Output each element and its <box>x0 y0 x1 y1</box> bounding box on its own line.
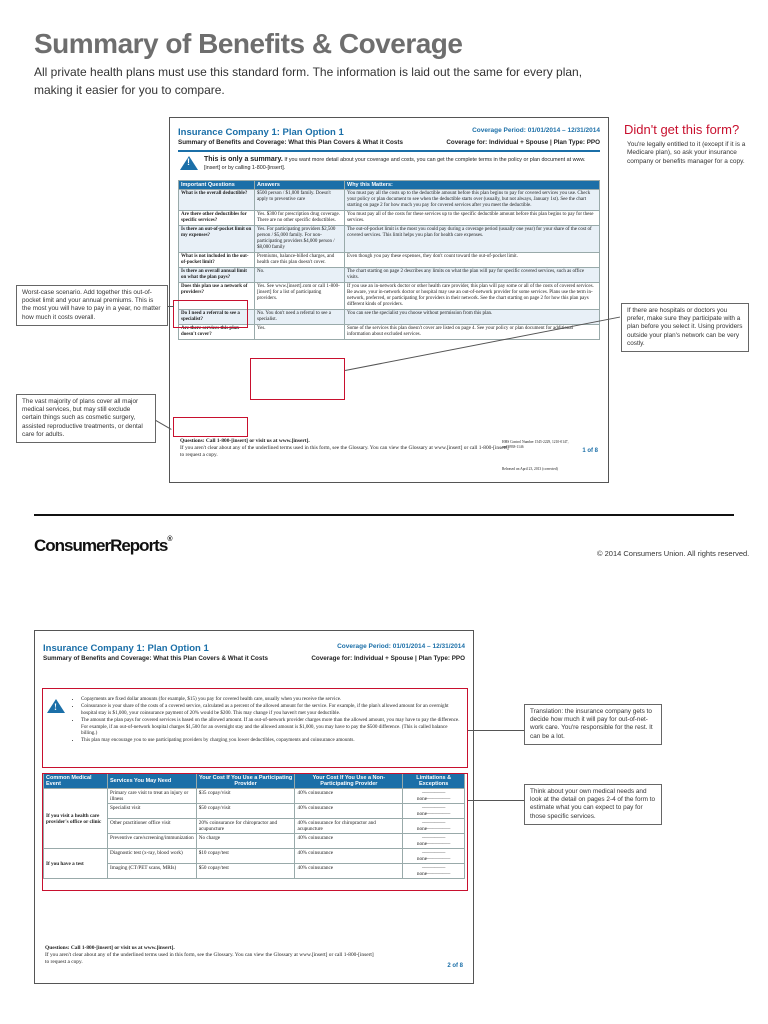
table-cell: 40% coinsurance <box>295 804 403 819</box>
table-cell: 40% coinsurance <box>295 849 403 864</box>
section-divider <box>34 514 734 516</box>
table-cell: $35 copay/visit <box>196 789 295 804</box>
table-cell: Yes. See www.[insert].com or call 1-800-[insert] for a list of participating providers. <box>255 283 345 310</box>
warning-icon: ! <box>47 699 65 713</box>
table-cell: Yes. $300 for prescription drug coverage. There are no other specific deductibles. <box>255 211 345 226</box>
doc2-period: Coverage Period: 01/01/2014 – 12/31/2014 <box>337 643 465 650</box>
table-cell: –––––––––none––––––––– <box>403 864 465 879</box>
table-cell: You must pay all the costs up to the deductible amount before this plan begins to pay for covered services you use. Check your policy or plan document to see when the deductible starts over (usually, but not always, January 1st). See the chart starting on page 2 for how much you pay for covered services after you meet the deductible. <box>345 190 600 211</box>
doc2-coverage: Coverage for: Individual + Spouse | Plan Type: PPO <box>311 655 465 662</box>
doc1-form-number: HHS Control Number 1545-2229, 1210-0147, and 0938-1146 <box>502 440 569 449</box>
list-item: • Coinsurance is your share of the costs of a covered service, calculated as a percent of the allowed amount for the service. For example, if the plan's allowed amount for an overnight hospital stay is $1,000, your coinsurance payment of 20% would be $200. This may change if you haven't met your deductible. <box>81 703 461 716</box>
page-subtitle: All private health plans must use this standard form. The information is laid out the same for every plan, making it easier for you to compare. <box>34 65 583 97</box>
table-cell: Other practitioner office visit <box>108 819 197 834</box>
table-cell: $500 person / $1,000 family. Doesn't apply to preventive care <box>255 190 345 211</box>
highlight-network <box>250 358 345 400</box>
doc1-subtitle: Summary of Benefits and Coverage: What this Plan Covers & What it Costs <box>178 139 403 146</box>
table-cell: No. You don't need a referral to see a specialist. <box>255 310 345 325</box>
callout-worst-case: Worst-case scenario. Add together this out-of-pocket limit and your annual premiums. This is the most you will have to pay in a year, no matter how much it costs overall. <box>16 285 168 326</box>
table-cell: Preventive care/screening/immunization <box>108 834 197 849</box>
doc2-footer: Questions: Call 1-800-[insert] or visit us at www.[insert]. If you aren't clear about any of the underlined terms used in this form, see the Glossary. You can view the Glossary at www.[insert] or call 1-800-[insert] to request a copy. <box>45 945 374 965</box>
doc1-coverage: Coverage for: Individual + Spouse | Plan Type: PPO <box>446 139 600 146</box>
callout-line <box>168 306 174 307</box>
doc1-header <box>178 127 600 146</box>
table-cell: Specialist visit <box>108 804 197 819</box>
table-cell: Are there services this plan doesn't cover? <box>179 325 255 340</box>
didnt-get-form-text: You're legally entitled to it (except if it is a Medicare plan), so ask your insurance company or benefits manager for a copy. <box>627 141 746 165</box>
highlight-definitions <box>42 688 468 768</box>
table-cell: You must pay all of the costs for these services up to the specific deductible amount before this plan begins to pay for these services. <box>345 211 600 226</box>
callout-majority: The vast majority of plans cover all major medical services, but may still exclude certain things such as cosmetic surgery, assisted reproductive treatments, or dental care for adults. <box>16 394 156 443</box>
callout-translation: Translation: the insurance company gets to decide how much it will pay for out-of-net-work care. You're responsible for the rest. It can be a lot. <box>524 704 662 745</box>
callout-hospitals: If there are hospitals or doctors you prefer, make sure they participate with a plan before you select it. Using providers outside your plan's network can be very costly. <box>621 303 749 352</box>
table-cell: No. <box>255 268 345 283</box>
doc1-title: Insurance Company 1: Plan Option 1 <box>178 127 344 138</box>
table-cell: No charge <box>196 834 295 849</box>
table-row <box>179 268 600 283</box>
medical-event-cell: If you visit a health care provider's office or clinic <box>44 789 108 849</box>
table-cell: Do I need a referral to see a specialist? <box>179 310 255 325</box>
table-cell: Even though you pay these expenses, they don't count toward the out-of-pocket limit. <box>345 253 600 268</box>
medical-event-cell: If you have a test <box>44 849 108 879</box>
list-item: • This plan may encourage you to use participating providers by charging you lower deductibles, copayments and coinsurance amounts. <box>81 737 461 743</box>
table-cell: What is the overall deductible? <box>179 190 255 211</box>
table-row <box>179 190 600 211</box>
doc1-rule <box>178 150 600 152</box>
table-cell: Premiums, balance-billed charges, and health care this plan doesn't cover. <box>255 253 345 268</box>
highlight-not-covered <box>173 417 248 437</box>
table-cell: 20% coinsurance for chiropractor and acupuncture <box>196 819 295 834</box>
doc2-subtitle: Summary of Benefits and Coverage: What this Plan Covers & What it Costs <box>43 655 268 662</box>
table-cell: $50 copay/test <box>196 864 295 879</box>
table-cell: $10 copay/test <box>196 849 295 864</box>
doc2-col-header: Your Cost If You Use a Participating Provider <box>196 774 295 789</box>
table-cell: 40% coinsurance <box>295 834 403 849</box>
doc2-header <box>43 643 465 662</box>
table-cell: You can see the specialist you choose without permission from this plan. <box>345 310 600 325</box>
doc2-title: Insurance Company 1: Plan Option 1 <box>43 643 209 654</box>
table-cell: What is not included in the out-of-pocket limit? <box>179 253 255 268</box>
table-cell: $50 copay/visit <box>196 804 295 819</box>
doc1-footer: Questions: Call 1-800-[insert] or visit us at www.[insert]. If you aren't clear about any of the underlined terms used in this form, see the Glossary. You can view the Glossary at www.[insert] or call 1-800-[insert] to request a copy. <box>180 438 509 458</box>
consumer-reports-logo: ConsumerReports® <box>34 536 172 555</box>
list-item: • Copayments are fixed dollar amounts (for example, $15) you pay for covered health care, usually when you receive the service. <box>81 696 461 702</box>
highlight-cost-table <box>42 773 468 891</box>
table-cell: The out-of-pocket limit is the most you could pay during a coverage period (usually one year) for your share of the cost of covered services. This limit helps you plan for health care expenses. <box>345 226 600 253</box>
table-row <box>179 253 600 268</box>
table-cell: Imaging (CT/PET scans, MRIs) <box>108 864 197 879</box>
callout-line <box>468 730 524 731</box>
table-cell: If you use an in-network doctor or other health care provider, this plan will pay some or all of the costs of covered services. Be aware, your in-network doctor or hospital may use an out-of-network provider for some services. Plans use the term in-network, preferred, or participating for providers in their network. See the chart starting on page 2 for how this plan pays different kinds of providers. <box>345 283 600 310</box>
callout-think: Think about your own medical needs and look at the detail on pages 2-4 of the form to estimate what you can expect to pay for those specific services. <box>524 784 662 825</box>
doc1-summary: ! This is only a summary. If you want more detail about your coverage and costs, you can get the complete terms in the policy or plan document at www.[insert] or by calling 1-800-[insert]. <box>180 156 598 172</box>
doc1-page-number: 1 of 8 <box>582 448 598 454</box>
doc2-col-header: Services You May Need <box>108 774 197 789</box>
table-cell: Are there other deductibles for specific services? <box>179 211 255 226</box>
page-title: Summary of Benefits & Coverage <box>34 28 463 59</box>
table-cell: 40% coinsurance <box>295 789 403 804</box>
doc1-released: Released on April 23, 2013 (corrected) <box>502 467 558 471</box>
doc2-page-number: 2 of 8 <box>447 963 463 969</box>
doc1-period: Coverage Period: 01/01/2014 – 12/31/2014 <box>472 127 600 134</box>
doc2-col-header: Common Medical Event <box>44 774 108 789</box>
list-item: • The amount the plan pays for covered services is based on the allowed amount. If an out-of-network provider charges more than the allowed amount, you may have to pay the difference. For example, if an out-of-network hospital charges $1,500 for an overnight stay and the allowed amount is $1,000, you may have to pay the $500 difference. (This is called balance billing.) <box>81 717 461 736</box>
doc1-col-header: Answers <box>255 181 345 190</box>
warning-icon: ! <box>180 156 198 170</box>
table-cell: –––––––––none––––––––– <box>403 789 465 804</box>
doc2-col-header: Limitations & Exceptions <box>403 774 465 789</box>
callout-line <box>468 800 524 801</box>
table-cell: Is there an out-of-pocket limit on my expenses? <box>179 226 255 253</box>
doc1-col-header: Important Questions <box>179 181 255 190</box>
didnt-get-form-title: Didn't get this form? <box>624 122 740 137</box>
table-row <box>179 211 600 226</box>
table-cell: Some of the services this plan doesn't cover are listed on page 4. See your policy or plan document for additional information about excluded services. <box>345 325 600 340</box>
table-cell: –––––––––none––––––––– <box>403 849 465 864</box>
table-row <box>179 226 600 253</box>
table-cell: Yes. For participating providers $2,500 person / $5,000 family. For non-participating providers $4,000 person / $8,000 family <box>255 226 345 253</box>
doc1-col-header: Why this Matters: <box>345 181 600 190</box>
table-cell: –––––––––none––––––––– <box>403 834 465 849</box>
highlight-not-included <box>173 300 248 328</box>
table-cell: Does this plan use a network of providers? <box>179 283 255 310</box>
table-cell: –––––––––none––––––––– <box>403 819 465 834</box>
doc2-col-header: Your Cost If You Use a Non-Participating Provider <box>295 774 403 789</box>
copyright: © 2014 Consumers Union. All rights reserved. <box>597 549 750 558</box>
table-cell: 40% coinsurance <box>295 864 403 879</box>
table-cell: Diagnostic test (x-ray, blood work) <box>108 849 197 864</box>
table-cell: –––––––––none––––––––– <box>403 804 465 819</box>
table-cell: 40% coinsurance for chiropractor and acupuncture <box>295 819 403 834</box>
table-cell: Yes. <box>255 325 345 340</box>
table-cell: The chart starting on page 2 describes any limits on what the plan will pay for specific covered services, such as office visits. <box>345 268 600 283</box>
table-cell: Is there an overall annual limit on what the plan pays? <box>179 268 255 283</box>
table-cell: Primary care visit to treat an injury or illness <box>108 789 197 804</box>
